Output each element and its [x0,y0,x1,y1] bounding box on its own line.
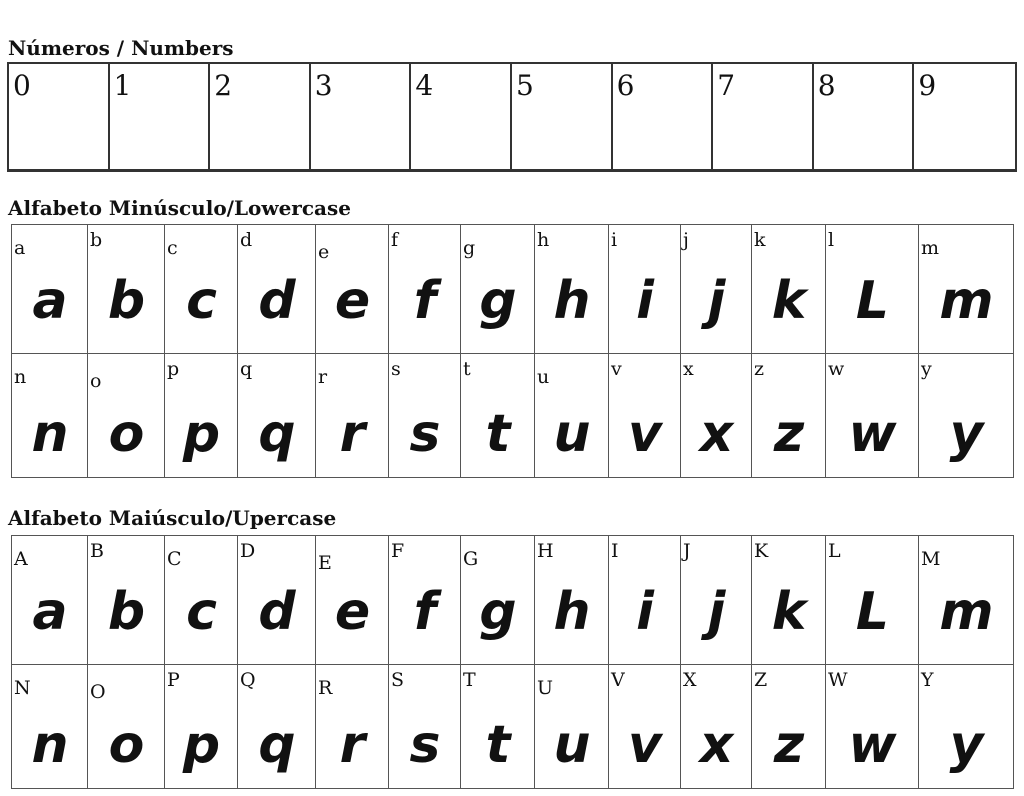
letter-glyph: v [628,404,661,464]
letter-cell [609,665,681,789]
number-cell [110,64,211,169]
letter-cell [316,354,389,478]
letter-glyph: d [258,271,295,331]
letter-glyph: o [108,715,144,775]
letter-label: x [683,358,694,380]
letter-glyph: z [773,404,804,464]
letter-label: T [463,669,476,691]
letter-label: R [318,677,333,699]
letter-cell [681,354,752,478]
letter-cell [535,354,609,478]
letter-label: i [611,229,618,251]
letter-glyph: p [182,715,220,775]
letter-cell [238,354,316,478]
letter-label: W [828,669,848,691]
letter-glyph: e [334,271,370,331]
letter-label: F [391,540,405,562]
letter-cell [88,665,165,789]
letter-label: n [14,366,27,388]
letter-cell [165,225,238,354]
letter-label: I [611,540,619,562]
letter-glyph: f [413,271,436,331]
letter-cell [919,536,1014,665]
letter-cell [12,536,88,665]
letter-glyph: j [707,582,725,642]
number-cell [311,64,412,169]
letter-cell [609,354,681,478]
letter-cell [88,225,165,354]
letter-glyph: k [771,582,806,642]
letter-label: C [167,548,182,570]
letter-label: Y [921,669,934,691]
letter-cell [681,225,752,354]
uppercase-heading: Alfabeto Maiúsculo/Upercase [8,506,337,530]
number-cell [713,64,814,169]
number-cell [512,64,613,169]
letter-label: o [90,370,102,392]
number-label: 5 [515,69,534,102]
letter-cell [238,536,316,665]
lowercase-heading: Alfabeto Minúsculo/Lowercase [8,196,351,220]
letter-label: h [537,229,550,251]
letter-label: p [167,358,180,380]
letter-label: s [391,358,401,380]
letter-glyph: n [31,715,68,775]
letter-cell [752,225,826,354]
letter-glyph: y [949,715,983,775]
letter-glyph: c [186,582,216,642]
letter-label: N [14,677,31,699]
letter-label: l [828,229,835,251]
number-label: 6 [616,69,635,102]
number-label: 7 [717,69,736,102]
letter-glyph: y [949,404,983,464]
letter-label: e [318,241,330,263]
letter-cell [826,225,919,354]
letter-glyph: q [258,715,295,775]
letter-cell [919,225,1014,354]
number-cell [814,64,915,169]
letter-cell [752,354,826,478]
letter-glyph: L [855,582,889,642]
letter-cell [12,225,88,354]
letter-glyph: w [848,715,896,775]
letter-glyph: p [182,404,220,464]
letter-cell [316,665,389,789]
letter-glyph: f [413,582,436,642]
letter-label: S [391,669,405,691]
letter-glyph: w [848,404,896,464]
letter-label: w [828,358,845,380]
letter-cell [165,536,238,665]
letter-label: Z [754,669,768,691]
letter-glyph: m [939,582,993,642]
letter-label: L [828,540,841,562]
letter-glyph: L [855,271,889,331]
letter-glyph: g [479,271,516,331]
letter-label: t [463,358,471,380]
letter-label: u [537,366,550,388]
letter-glyph: a [32,582,67,642]
letter-label: c [167,237,178,259]
letter-label: E [318,552,332,574]
letter-label: Q [240,669,256,691]
letter-glyph: x [699,715,733,775]
letter-cell [316,536,389,665]
letter-cell [826,354,919,478]
number-cell [914,64,1015,169]
letter-cell [919,354,1014,478]
number-label: 8 [817,69,836,102]
letter-label: y [921,358,932,380]
letter-label: k [754,229,766,251]
number-cell [411,64,512,169]
letter-cell [461,225,535,354]
lowercase-grid [11,224,1014,478]
letter-label: J [683,540,691,562]
letter-glyph: h [553,582,590,642]
letter-label: B [90,540,104,562]
number-label: 4 [415,69,434,102]
letter-cell [316,225,389,354]
number-cell [613,64,714,169]
letter-label: j [683,229,689,251]
letter-label: g [463,237,476,259]
letter-label: a [14,237,26,259]
letter-glyph: s [409,715,440,775]
numbers-heading: Números / Numbers [8,36,234,60]
letter-glyph: d [258,582,295,642]
letter-glyph: n [31,404,68,464]
letter-cell [461,665,535,789]
number-cell [9,64,110,169]
letter-label: K [754,540,769,562]
letter-glyph: b [107,271,145,331]
letter-glyph: t [485,715,510,775]
letter-cell [238,225,316,354]
letter-cell [752,665,826,789]
letter-label: P [167,669,180,691]
letter-cell [609,536,681,665]
letter-cell [389,225,461,354]
letter-cell [535,665,609,789]
letter-cell [681,536,752,665]
letter-cell [389,536,461,665]
letter-cell [535,225,609,354]
letter-glyph: o [108,404,144,464]
letter-label: v [611,358,622,380]
letter-glyph: r [339,404,365,464]
letter-glyph: c [186,271,216,331]
number-label: 3 [314,69,333,102]
letter-label: X [683,669,697,691]
letter-label: D [240,540,256,562]
number-cell [210,64,311,169]
letter-glyph: r [339,715,365,775]
letter-glyph: e [334,582,370,642]
letter-glyph: u [553,715,590,775]
numbers-grid [7,62,1017,172]
letter-cell [681,665,752,789]
letter-label: A [14,548,28,570]
letter-glyph: i [636,582,653,642]
letter-cell [12,354,88,478]
number-label: 0 [13,69,31,102]
number-label: 2 [214,69,233,102]
letter-label: G [463,548,479,570]
letter-cell [461,354,535,478]
letter-glyph: j [707,271,725,331]
letter-glyph: a [32,271,67,331]
letter-glyph: x [699,404,733,464]
letter-label: f [391,229,399,251]
letter-glyph: q [258,404,295,464]
letter-label: O [90,681,106,703]
letter-glyph: k [771,271,806,331]
letter-cell [12,665,88,789]
letter-glyph: t [485,404,510,464]
letter-cell [535,536,609,665]
letter-cell [461,536,535,665]
number-label: 1 [113,69,132,102]
letter-cell [238,665,316,789]
letter-label: U [537,677,554,699]
letter-cell [165,354,238,478]
letter-label: H [537,540,554,562]
letter-cell [752,536,826,665]
letter-glyph: b [107,582,145,642]
uppercase-grid [11,535,1014,789]
letter-glyph: i [636,271,653,331]
letter-label: z [754,358,765,380]
letter-glyph: s [409,404,440,464]
letter-cell [88,354,165,478]
number-label: 9 [918,69,937,102]
letter-glyph: m [939,271,993,331]
letter-cell [609,225,681,354]
letter-cell [389,354,461,478]
letter-cell [919,665,1014,789]
letter-cell [88,536,165,665]
letter-cell [389,665,461,789]
letter-label: d [240,229,253,251]
letter-glyph: g [479,582,516,642]
letter-label: m [921,237,940,259]
letter-label: r [318,366,328,388]
letter-glyph: h [553,271,590,331]
letter-label: V [611,669,625,691]
letter-cell [826,536,919,665]
letter-label: M [921,548,941,570]
letter-cell [165,665,238,789]
letter-label: b [90,229,103,251]
letter-glyph: v [628,715,661,775]
letter-label: q [240,358,253,380]
letter-glyph: z [773,715,804,775]
letter-glyph: u [553,404,590,464]
letter-cell [826,665,919,789]
